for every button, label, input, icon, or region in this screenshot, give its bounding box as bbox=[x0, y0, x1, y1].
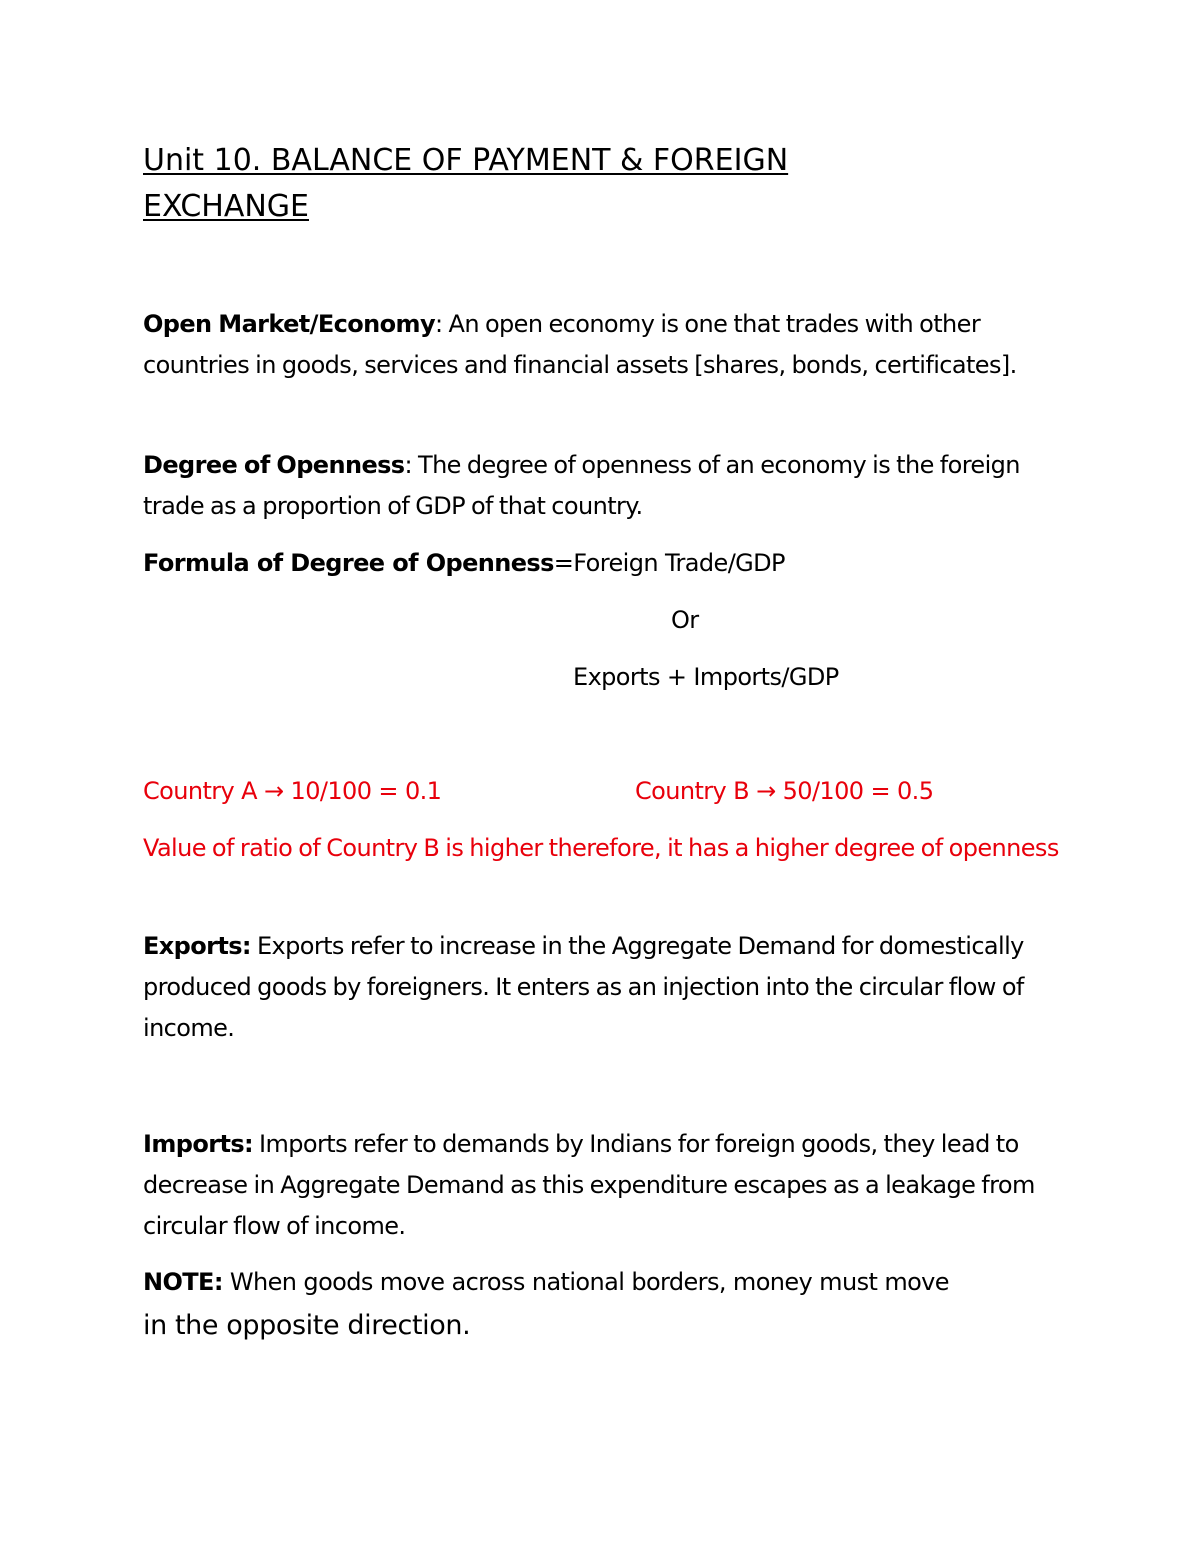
open-market-paragraph bbox=[143, 304, 1073, 386]
country-b-example: Country B → 50/100 = 0.5 bbox=[635, 777, 934, 805]
formula-term: Formula of Degree of Openness bbox=[143, 549, 554, 577]
note-line bbox=[143, 1262, 949, 1303]
exports-definition: Exports refer to increase in the Aggregate Demand for domestically produced goods by foreigners. It enters as an injection into the circular flow of income. bbox=[143, 932, 1024, 1042]
degree-openness-paragraph bbox=[143, 445, 1073, 527]
degree-openness-term: Degree of Openness bbox=[143, 451, 405, 479]
page-title: Unit 10. BALANCE OF PAYMENT & FOREIGN EXCHANGE bbox=[143, 143, 789, 224]
formula-or: Or bbox=[671, 606, 699, 634]
open-market-term: Open Market/Economy bbox=[143, 310, 435, 338]
note-term: NOTE: bbox=[143, 1268, 223, 1296]
exports-term: Exports: bbox=[143, 932, 251, 960]
formula-alternative: Exports + Imports/GDP bbox=[573, 663, 839, 691]
open-market-definition: : An open economy is one that trades with other countries in goods, services and financial assets [shares, bonds, certificates]. bbox=[143, 310, 1017, 379]
openness-conclusion: Value of ratio of Country B is higher therefore, it has a higher degree of openness bbox=[143, 834, 1059, 862]
formula-expression: =Foreign Trade/GDP bbox=[553, 549, 785, 577]
exports-paragraph bbox=[143, 926, 1073, 1049]
country-a-example: Country A → 10/100 = 0.1 bbox=[143, 777, 442, 805]
note-text: When goods move across national borders, money must move bbox=[222, 1268, 949, 1296]
note-text-end: in the opposite direction. bbox=[143, 1310, 471, 1341]
degree-openness-definition: : The degree of openness of an economy is the foreign trade as a proportion of GDP of that country. bbox=[143, 451, 1020, 520]
imports-definition: Imports refer to demands by Indians for foreign goods, they lead to decrease in Aggregate Demand as this expenditure escapes as a leakage from circular flow of income. bbox=[143, 1130, 1035, 1240]
imports-paragraph bbox=[143, 1124, 1073, 1247]
formula-line bbox=[143, 543, 785, 584]
imports-term: Imports: bbox=[143, 1130, 253, 1158]
